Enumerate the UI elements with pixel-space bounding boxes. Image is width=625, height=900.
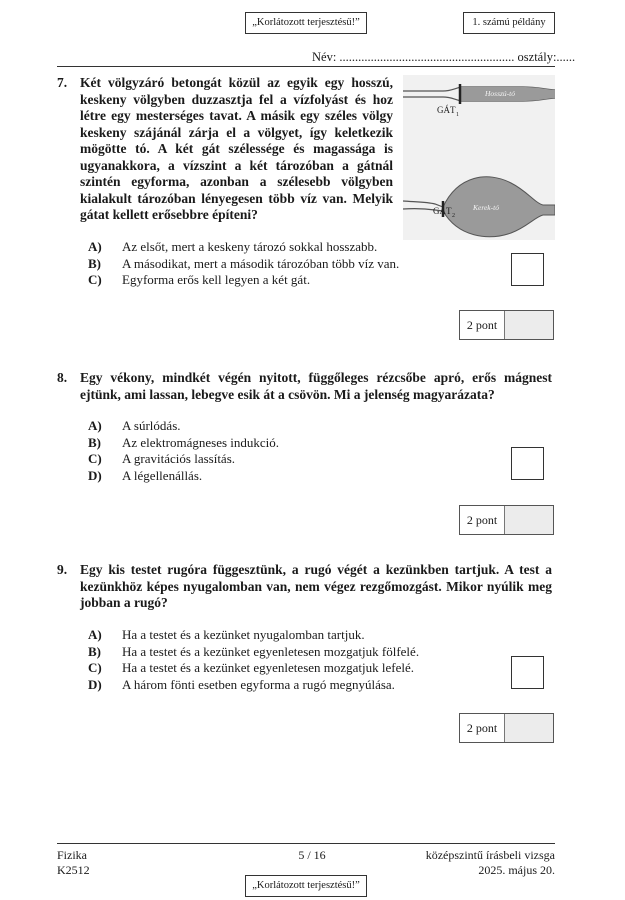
reservoir-figure (403, 75, 555, 240)
option-letter: D) (88, 676, 102, 692)
option-letter: B) (88, 434, 101, 450)
footer-rule (57, 843, 555, 844)
question-9-options (88, 627, 488, 693)
question-7-text: Két völgyzáró betongát közül az egyik egy hosszú, keskeny völgyben duzzasztja fel a vízfolyást és hoz létre egy mesterséges tavat. A másik egy széles völgy keskeny szájánál zárja el a völgyet, így keletkezik mögötte tó. A két gát szélessége és magassága is ugyanakkora, a vízszint a két tározóban a gátnál szintén egyforma, azonban a szélesebb völgyben kialakult tározóban lényegesen több víz van. Melyik gátat kellett erősebbre építeni? (80, 75, 393, 222)
question-7-answer-box[interactable] (511, 253, 544, 286)
question-8-option-b[interactable] (88, 435, 468, 452)
question-8-text: Egy vékony, mindkét végén nyitott, függőleges rézcsőbe apró, erős mágnest ejtünk, ami lassan, lebegve esik át a csövön. Mi a jelenség magyarázata? (80, 370, 552, 402)
question-9-number: 9. (57, 562, 68, 577)
name-class-line: Név: ........................................................ osztály:...... (312, 50, 576, 64)
dam-1-subscript: 1 (456, 112, 459, 118)
question-8-number: 8. (57, 370, 68, 385)
option-text: Egyforma erős kell legyen a két gát. (122, 272, 311, 287)
option-letter: A) (88, 418, 102, 433)
question-7-option-c[interactable] (88, 272, 468, 289)
question-7-points-box (459, 310, 554, 340)
option-text: Az elektromágneses indukció. (122, 434, 280, 450)
option-letter: B) (88, 643, 101, 659)
option-letter: A) (88, 627, 102, 642)
copy-number-label: 1. számú példány (463, 12, 555, 34)
option-text: Ha a testet és a kezünket egyenletesen mozgatjuk lefelé. (122, 660, 415, 675)
question-7-options (88, 239, 468, 289)
question-7-option-a[interactable] (88, 239, 468, 256)
question-7-option-b[interactable] (88, 256, 468, 273)
option-text: A három fönti esetben egyforma a rugó megnyúlása. (122, 676, 395, 692)
score-field[interactable] (505, 311, 553, 339)
option-text: A légellenállás. (122, 467, 203, 483)
option-letter: C) (88, 451, 102, 466)
question-8-option-a[interactable] (88, 418, 468, 435)
points-label: 2 pont (460, 311, 505, 339)
question-9-option-d[interactable] (88, 677, 488, 694)
dam-2-subscript: 2 (452, 213, 455, 219)
option-text: Az elsőt, mert a keskeny tározó sokkal hosszabb. (122, 239, 378, 254)
dam-2-label: GÁT (433, 206, 452, 216)
option-letter: B) (88, 255, 101, 271)
option-letter: D) (88, 467, 102, 483)
option-text: A súrlódás. (122, 418, 181, 433)
restricted-label-bottom: „Korlátozott terjesztésű!” (245, 875, 367, 897)
question-8-option-d[interactable] (88, 468, 468, 485)
question-9-answer-box[interactable] (511, 656, 544, 689)
footer-left (57, 848, 90, 878)
exam-code: K2512 (57, 863, 90, 877)
long-lake-label: Hosszú-tó (485, 89, 516, 98)
points-label: 2 pont (460, 506, 505, 534)
footer-right (375, 848, 555, 878)
exam-date: 2025. május 20. (478, 863, 555, 877)
points-label: 2 pont (460, 714, 505, 742)
question-8-answer-box[interactable] (511, 447, 544, 480)
option-text: A másodikat, mert a második tározóban több víz van. (122, 255, 400, 271)
option-text: Ha a testet és a kezünket nyugalomban tartjuk. (122, 627, 365, 642)
option-text: Ha a testet és a kezünket egyenletesen mozgatjuk fölfelé. (122, 643, 420, 659)
option-letter: C) (88, 272, 102, 287)
option-letter: C) (88, 660, 102, 675)
dam-1-label: GÁT (437, 105, 456, 115)
question-9-points-box (459, 713, 554, 743)
question-9-option-c[interactable] (88, 660, 488, 677)
question-9-option-b[interactable] (88, 644, 488, 661)
round-lake-label: Kerek-tó (473, 203, 499, 212)
restricted-label-top: „Korlátozott terjesztésű!” (245, 12, 367, 34)
subject-name: Fizika (57, 848, 87, 862)
question-9-option-a[interactable] (88, 627, 488, 644)
score-field[interactable] (505, 506, 553, 534)
question-8-option-c[interactable] (88, 451, 468, 468)
exam-level: középszintű írásbeli vizsga (425, 848, 555, 862)
question-8-points-box (459, 505, 554, 535)
option-letter: A) (88, 239, 102, 254)
page-number: 5 / 16 (298, 848, 326, 862)
header-rule (57, 66, 555, 67)
question-8-options (88, 418, 468, 484)
question-7-number: 7. (57, 75, 68, 90)
question-9-text: Egy kis testet rugóra függesztünk, a rugó végét a kezünkben tartjuk. A test a kezünkhöz képes nyugalomban van, nem végez rezgőmozgást. Mikor nyúlik meg jobban a rugó? (80, 562, 552, 610)
score-field[interactable] (505, 714, 553, 742)
option-text: A gravitációs lassítás. (122, 451, 236, 466)
